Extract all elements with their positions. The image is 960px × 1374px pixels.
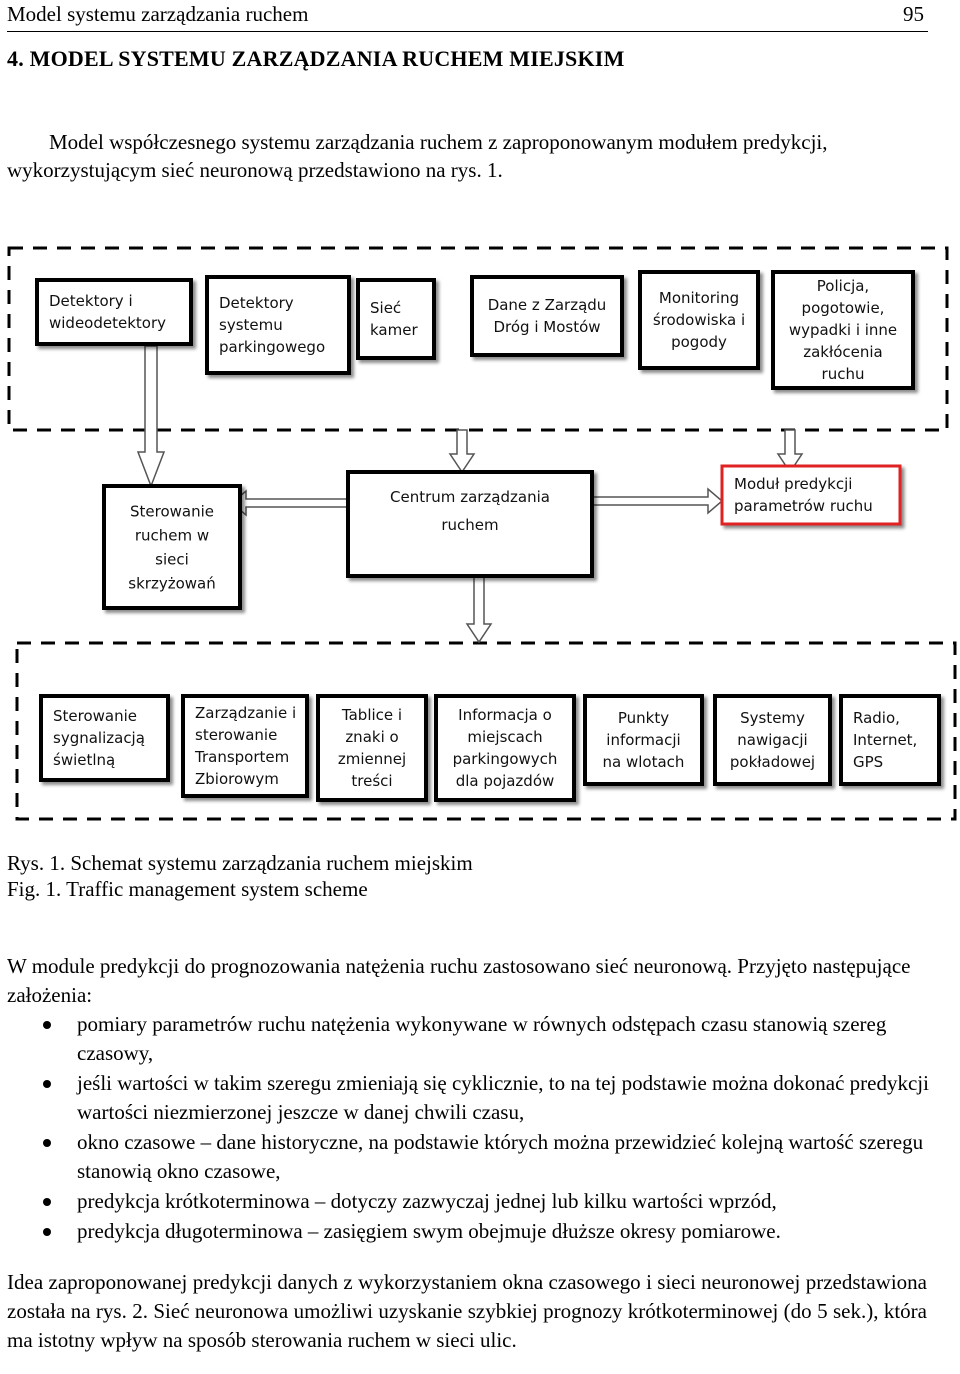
list-item: predykcja krótkoterminowa – dotyczy zazwyczaj jednej lub kilku wartości wprzód, [77,1187,932,1216]
output-onboard-navigation-label-line: nawigacji [737,730,808,749]
list-item: jeśli wartości w takim szeregu zmieniają się cyklicznie, to na tej podstawie można dokonać predykcji wartości niezmierzonej jeszcze w danej chwili czasu, [77,1069,932,1127]
output-entry-info-points-label-line: Punkty [617,708,670,727]
list-item: pomiary parametrów ruchu natężenia wykonywane w równych odstępach czasu stanowią szereg czasowy, [77,1010,932,1068]
source-cameras-frame [358,280,434,358]
arrow-detectors-to-control [138,346,164,486]
source-detectors-label-line: wideodetektory [49,313,167,332]
source-road-authority [472,277,622,355]
list-item: okno czasowe – dane historyczne, na podstawie których można przewidzieć kolejną wartość szeregu stanowią okno czasowe, [77,1128,932,1186]
output-radio-internet-gps-label-line: Radio, [853,708,900,727]
source-cameras [358,280,434,358]
traffic-management-diagram [0,240,960,830]
output-onboard-navigation-label-line: pokładowej [729,752,816,771]
header-rule [7,31,928,32]
traffic-center-box [348,472,592,576]
source-parking-detectors-label-line: systemu [219,315,283,334]
figure-caption-en: Fig. 1. Traffic management system scheme [7,877,368,901]
output-public-transport-label-line: Transportem [195,747,290,766]
output-parking-info-label-line: dla pojazdów [455,771,555,790]
output-variable-signs-label-line: znaki o [345,727,399,746]
figure-caption-pl: Rys. 1. Schemat systemu zarządzania ruchem miejskim [7,851,473,875]
source-cameras-label-line: Sieć [370,298,402,317]
traffic-control-box-label-line: Sterowanie [129,502,215,521]
arrow-center-to-outputs [467,576,491,642]
source-cameras-label-line: kamer [370,320,418,339]
output-signal-control-label-line: Sterowanie [53,706,138,725]
source-police-incidents-label-line: Policja, [816,276,870,295]
bullet-icon [43,1139,51,1147]
paragraph-idea: Idea zaproponowanej predykcji danych z wykorzystaniem okna czasowego i sieci neuronowej przedstawiona została na rys. 2. Sieć neuronowa umożliwi uzyskanie szybkiej prognozy krótkoterminowej (do 5 sek.), która ma istotny wpływ na sposób sterowania ruchem w sieci ulic. [7,1270,927,1352]
source-road-authority-label-line: Dane z Zarządu [487,295,607,314]
output-radio-internet-gps [841,696,939,784]
source-police-incidents [773,272,913,388]
bullet-icon [43,1021,51,1029]
paragraph-prediction-intro: W module predykcji do prognozowania natężenia ruchu zastosowano sieć neuronową. Przyjęto następujące założenia: [7,954,911,1007]
bullet-icon [43,1198,51,1206]
output-onboard-navigation-label-line: Systemy [740,708,805,727]
traffic-control-box-label-line: skrzyżowań [128,574,216,593]
bullet-icon [43,1228,51,1236]
output-signal-control-label-line: świetlną [53,750,116,769]
traffic-control-box-label-line: sieci [155,550,189,569]
list-item: predykcja długoterminowa – zasięgiem swym obejmuje dłuższe okresy pomiarowe. [77,1217,932,1246]
arrow-center-to-control [232,491,348,515]
output-variable-signs-label-line: Tablice i [341,705,403,724]
output-entry-info-points [585,696,702,784]
output-signal-control-label-line: sygnalizacją [53,728,145,747]
source-police-incidents-label-line: wypadki i inne [788,320,898,339]
traffic-center-box-label-line: Centrum zarządzania [390,488,550,506]
source-environment-monitoring [640,272,758,368]
source-detectors-frame [37,280,191,344]
source-police-incidents-label-line: pogotowie, [801,298,885,317]
running-title: Model systemu zarządzania ruchem [7,2,309,26]
source-environment-monitoring-label-line: pogody [671,332,727,351]
source-detectors [37,280,191,344]
bullet-icon [43,1080,51,1088]
output-public-transport [183,696,307,796]
output-public-transport-label-line: sterowanie [195,725,278,744]
output-parking-info [436,696,574,800]
traffic-control-box [104,486,240,608]
output-signal-control [41,696,168,780]
output-variable-signs [318,696,426,800]
output-entry-info-points-label-line: na wlotach [602,752,685,771]
output-variable-signs-label-line: treści [351,771,393,790]
source-parking-detectors-label-line: parkingowego [219,337,326,356]
source-detectors-label-line: Detektory i [49,291,133,310]
prediction-module-box-label-line: parametrów ruchu [734,496,873,515]
prediction-module-box [722,466,900,524]
source-road-authority-frame [472,277,622,355]
traffic-control-box-label-line: ruchem w [134,526,210,545]
arrow-center-prediction-link [578,489,722,513]
source-parking-detectors [207,277,349,373]
output-entry-info-points-label-line: informacji [606,730,681,749]
output-variable-signs-label-line: zmiennej [337,749,407,768]
page-number: 95 [903,2,924,26]
output-parking-info-label-line: miejscach [467,727,543,746]
section-title: 4. MODEL SYSTEMU ZARZĄDZANIA RUCHEM MIEJSKIM [7,46,625,71]
source-road-authority-label-line: Dróg i Mostów [493,317,601,336]
output-radio-internet-gps-label-line: Internet, [853,730,918,749]
output-public-transport-label-line: Zbiorowym [195,769,279,788]
output-parking-info-label-line: parkingowych [452,749,558,768]
assumptions-list [77,1010,932,1247]
output-onboard-navigation [715,696,830,784]
output-radio-internet-gps-label-line: GPS [853,752,884,771]
source-environment-monitoring-label-line: Monitoring [658,288,740,307]
traffic-center-box-label-line: ruchem [441,516,499,534]
prediction-module-box-label-line: Moduł predykcji [734,474,853,493]
output-parking-info-label-line: Informacja o [458,705,552,724]
source-environment-monitoring-label-line: środowiska i [652,310,746,329]
source-police-incidents-label-line: ruchu [821,364,865,383]
intro-paragraph: Model współczesnego systemu zarządzania ruchem z zaproponowanym modułem predykcji, wykorzystującym sieć neuronową przedstawiono na rys. 1. [7,130,828,182]
source-parking-detectors-label-line: Detektory [219,293,294,312]
arrow-sources-to-center [450,430,474,472]
output-public-transport-label-line: Zarządzanie i [195,703,297,722]
source-police-incidents-label-line: zakłócenia [803,342,883,361]
